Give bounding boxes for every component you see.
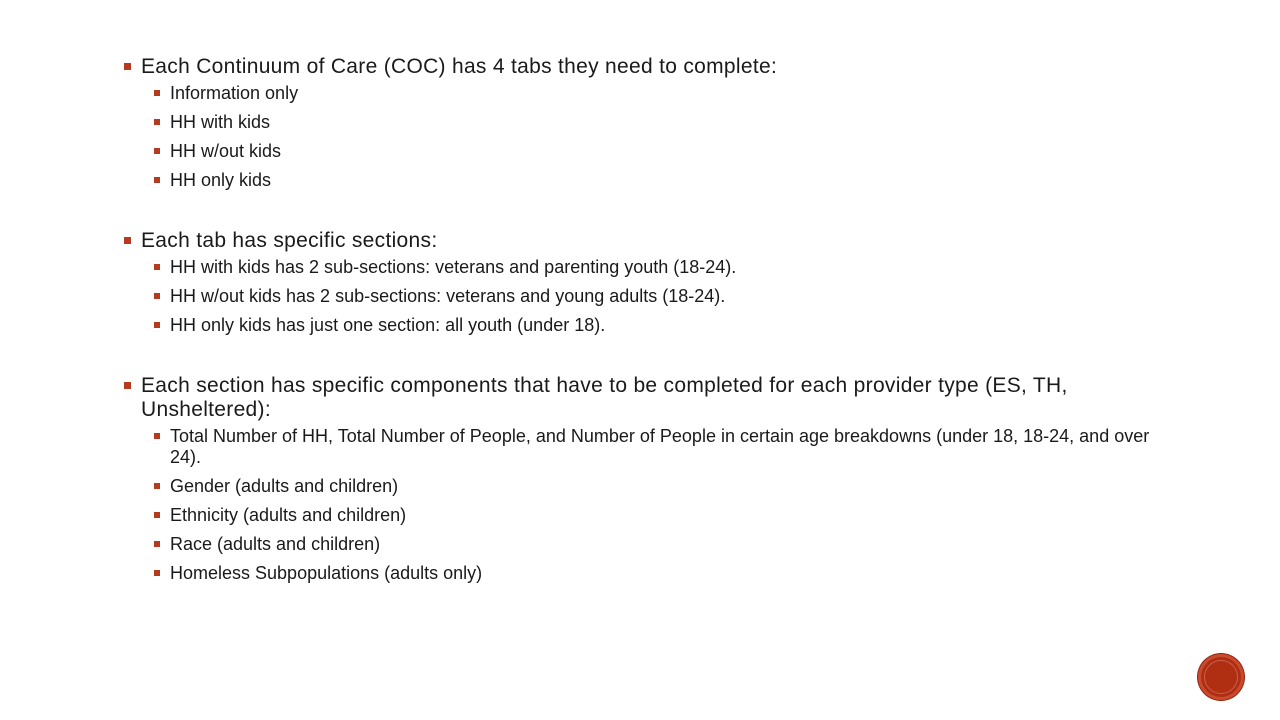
section-components (124, 374, 1164, 584)
list-item: HH only kids (154, 170, 1164, 191)
section-tab-sections (124, 229, 1164, 336)
sub-list (124, 83, 1164, 191)
section-heading: Each section has specific components that have to be completed for each provider type (ES, TH, Unsheltered): (124, 374, 1164, 422)
logo-circle-icon (1198, 654, 1244, 700)
list-item: HH only kids has just one section: all youth (under 18). (154, 315, 1164, 336)
list-item: Homeless Subpopulations (adults only) (154, 563, 1164, 584)
list-item: Ethnicity (adults and children) (154, 505, 1164, 526)
list-item: HH with kids (154, 112, 1164, 133)
list-item: HH w/out kids (154, 141, 1164, 162)
section-heading: Each Continuum of Care (COC) has 4 tabs they need to complete: (124, 55, 1164, 79)
list-item: Race (adults and children) (154, 534, 1164, 555)
list-item: Gender (adults and children) (154, 476, 1164, 497)
list-item: Information only (154, 83, 1164, 104)
section-coc-tabs (124, 55, 1164, 191)
slide-content (124, 55, 1164, 622)
sub-list (124, 257, 1164, 336)
list-item: HH with kids has 2 sub-sections: veterans and parenting youth (18-24). (154, 257, 1164, 278)
section-heading: Each tab has specific sections: (124, 229, 1164, 253)
list-item: HH w/out kids has 2 sub-sections: veterans and young adults (18-24). (154, 286, 1164, 307)
sub-list (124, 426, 1164, 584)
list-item: Total Number of HH, Total Number of People, and Number of People in certain age breakdowns (under 18, 18-24, and over 24). (154, 426, 1164, 468)
